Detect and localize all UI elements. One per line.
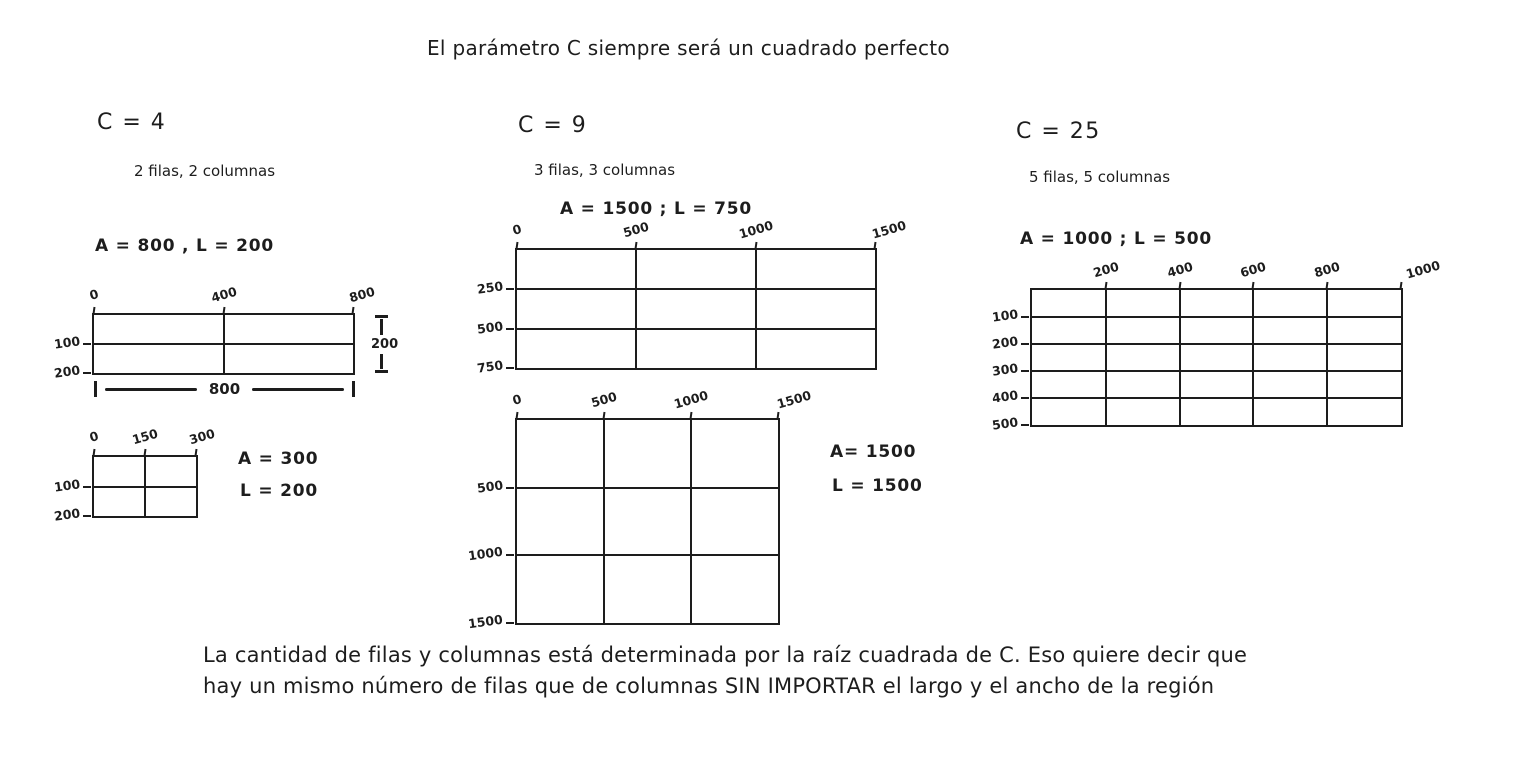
grid-line-horizontal [517,487,778,489]
tick-mark [506,622,514,624]
tick-label: 1500 [467,611,504,632]
c25-rows-columns: 5 filas, 5 columnas [1029,168,1171,186]
tick-mark [777,412,780,419]
bracket-line [380,319,383,335]
tick-mark [874,242,877,249]
tick-mark [195,449,198,456]
grid-line-horizontal [1032,316,1401,318]
tick-label: 0 [510,391,524,408]
tick-label: 500 [589,388,619,411]
tick-label: 1500 [870,217,908,242]
tick-label: 100 [52,333,81,352]
tick-label: 500 [475,476,504,496]
tick-mark [506,328,514,330]
grid-line-vertical [635,250,637,368]
height-dimension-label: 200 [371,336,399,352]
tick-mark [1021,316,1029,318]
tick-mark [516,242,519,249]
grid-line-horizontal [94,343,353,345]
bracket-line [380,354,383,370]
grid-line-vertical [1105,290,1107,425]
tick-mark [506,288,514,290]
tick-mark [352,307,355,314]
grid-line-horizontal [517,328,875,330]
tick-mark [1021,343,1029,345]
tick-mark [83,515,91,517]
grid-line-vertical [1252,290,1254,425]
footer-note-line1: La cantidad de filas y columnas está determinada por la raíz cuadrada de C. Eso quiere decir que [203,643,1248,667]
tick-label: 1500 [775,387,813,412]
tick-label: 1000 [672,387,710,412]
c9-square-area: A= 1500 [830,442,917,462]
tick-label: 200 [52,362,81,381]
c4-small-length: L = 200 [240,481,318,501]
tick-label: 400 [208,283,239,306]
bracket-cap [375,370,388,373]
tick-mark [1178,282,1181,289]
tick-label: 0 [87,286,101,303]
tick-mark [93,307,96,314]
tick-label: 800 [347,283,377,306]
tick-mark [516,412,519,419]
tick-mark [93,449,96,456]
grid-c9-square [467,387,813,632]
tick-label: 500 [990,414,1019,433]
page-title: El parámetro C siempre será un cuadrado perfecto [427,36,950,60]
grid-line-vertical [603,420,605,623]
footer-note-line2: hay un mismo número de filas que de columnas SIN IMPORTAR el largo y el ancho de la región [203,674,1215,698]
tick-mark [1104,282,1107,289]
tick-label: 250 [475,278,504,298]
grid-line-horizontal [1032,343,1401,345]
grid-c4-small [52,425,217,524]
tick-mark [83,486,91,488]
grid-c4-main [52,283,399,398]
tick-label: 1000 [1404,257,1442,282]
tick-label: 200 [990,333,1019,352]
width-dimension-bracket [94,380,355,398]
bracket-line [252,388,344,391]
grid-line-vertical [1179,290,1181,425]
tick-mark [635,242,638,249]
tick-label: 400 [990,387,1019,406]
tick-mark [690,412,693,419]
grid-line-horizontal [94,486,196,488]
tick-label: 100 [52,475,81,495]
bracket-cap [94,381,97,397]
grid-c25 [990,257,1442,433]
bracket-cap [375,315,388,318]
tick-label: 1000 [467,543,504,564]
tick-mark [222,307,225,314]
tick-mark [1252,282,1255,289]
tick-label: 200 [1091,258,1121,281]
tick-label: 150 [130,425,160,448]
height-dimension-bracket [365,315,398,373]
c25-heading: C = 25 [1016,119,1101,144]
tick-mark [506,554,514,556]
tick-label: 1000 [736,217,775,242]
grid-line-horizontal [517,554,778,556]
grid-line-vertical [755,250,757,368]
tick-label: 600 [1238,258,1268,281]
tick-label: 400 [1164,258,1195,281]
tick-mark [754,242,757,249]
tick-label: 300 [990,360,1019,379]
tick-label: 750 [475,357,504,376]
tick-label: 100 [990,306,1019,325]
tick-label: 200 [52,505,81,524]
tick-label: 0 [510,221,524,238]
grid-line-horizontal [1032,397,1401,399]
grid-line-horizontal [517,288,875,290]
bracket-line [105,388,197,391]
grid-c9-wide [475,217,908,376]
tick-label: 500 [621,218,651,241]
tick-mark [603,412,606,419]
c9-area-length: A = 1500 ; L = 750 [560,199,752,219]
c9-heading: C = 9 [518,113,588,138]
tick-label: 0 [87,428,101,445]
grid-line-vertical [690,420,692,623]
bracket-cap [352,381,355,397]
c4-small-area: A = 300 [238,449,319,469]
tick-label: 800 [1312,258,1342,281]
c4-area-length: A = 800 , L = 200 [95,236,275,256]
tick-label: 300 [187,425,217,448]
tick-mark [1021,424,1029,426]
tick-mark [1021,397,1029,399]
grid-line-horizontal [1032,370,1401,372]
tick-mark [1326,282,1329,289]
c9-square-length: L = 1500 [832,476,923,496]
tick-mark [506,487,514,489]
c9-rows-columns: 3 filas, 3 columnas [534,161,676,179]
grid-line-vertical [1326,290,1328,425]
tick-mark [1400,282,1403,289]
c4-heading: C = 4 [97,110,167,135]
tick-mark [83,372,91,374]
tick-mark [1021,370,1029,372]
c25-area-length: A = 1000 ; L = 500 [1020,229,1212,249]
tick-mark [144,449,147,456]
tick-label: 500 [475,317,504,337]
tick-mark [83,343,91,345]
tick-mark [506,367,514,369]
width-dimension-label: 800 [208,380,241,398]
c4-rows-columns: 2 filas, 2 columnas [134,162,276,180]
